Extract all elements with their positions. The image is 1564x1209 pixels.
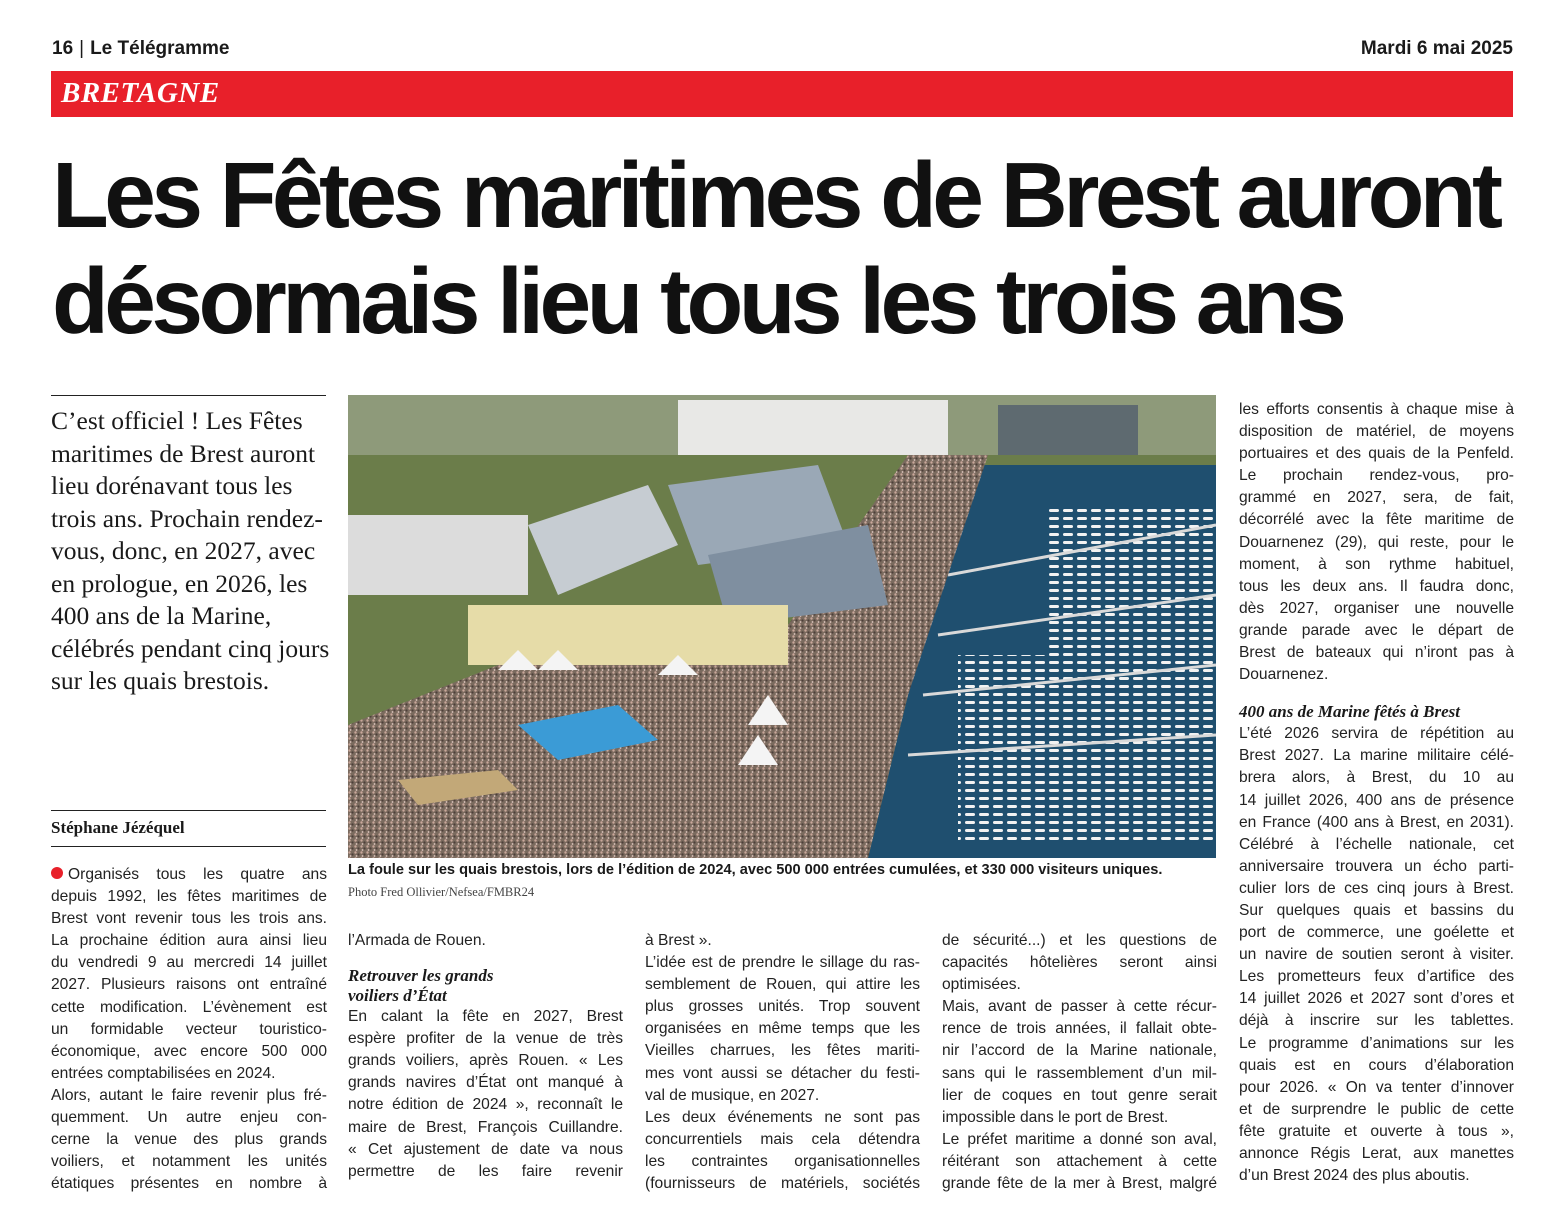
body-line: grammé en 2027, sera, de fait,: [1239, 489, 1514, 507]
body-line: La prochaine édition aura ainsi lieu: [51, 932, 327, 950]
body-line: les efforts consentis à chaque mise à: [1239, 401, 1514, 418]
body-line: val de musique, en 2027.: [645, 1086, 820, 1104]
body-line: Célébré à l’échelle nationale, cet: [1239, 835, 1514, 853]
body-line: tous les deux ans. Il faudra donc,: [1239, 577, 1514, 595]
intertitle-line: Retrouver les grands: [348, 966, 494, 986]
body-column-5: [1239, 399, 1514, 1187]
body-line: capacités hôtelières seront ainsi: [942, 954, 1217, 972]
section-label: BRETAGNE: [61, 77, 220, 109]
intertitle-400-ans: 400 ans de Marine fêtés à Brest: [1239, 702, 1460, 722]
body-line: décorrélé avec la fête maritime de: [1239, 511, 1514, 529]
body-line: permettre de les faire revenir: [348, 1162, 623, 1180]
headline: [52, 142, 1522, 354]
body-line: espère profiter de la venue de très: [348, 1030, 623, 1048]
body-column-3: [645, 930, 920, 1195]
body-line: organisées en même temps que les: [645, 1020, 920, 1038]
body-line: plus grosses unités. Trop souvent: [645, 998, 920, 1016]
body-line: Le préfet maritime a donné son aval,: [942, 1130, 1217, 1148]
body-line: l’Armada de Rouen.: [348, 932, 486, 949]
body-line: Brest vont revenir tous les trois ans.: [51, 910, 327, 928]
body-column-1: [51, 864, 327, 1195]
body-line: impossible dans le port de Brest.: [942, 1108, 1169, 1126]
body-line: les contraintes organisationnelles: [645, 1152, 920, 1170]
body-line: port de commerce, une goélette et: [1239, 924, 1514, 942]
body-line: disposition de matériel, de moyens: [1239, 423, 1514, 441]
body-line: Les prometteurs feux d’artifice des: [1239, 968, 1514, 986]
body-column-2: [348, 930, 623, 1183]
body-line: Douarnenez.: [1239, 666, 1329, 684]
body-line: grands voiliers, après Rouen. « Les: [348, 1052, 623, 1070]
body-line: à Brest ».: [645, 932, 712, 949]
body-line: Les deux événements ne sont pas: [645, 1108, 920, 1126]
body-line: notre édition de 2024 », reconnaît le: [348, 1096, 623, 1114]
body-line: portuaires et des quais de la Penfeld.: [1239, 445, 1514, 463]
folio: [52, 38, 229, 60]
body-line: L’idée est de prendre le sillage du ras-: [645, 954, 920, 972]
body-line: quemment. Un autre enjeu con-: [51, 1109, 327, 1127]
page-number: 16: [52, 38, 74, 59]
body-line: 14 juillet 2026, 400 ans de présence: [1239, 791, 1514, 809]
body-line: depuis 1992, les fêtes maritimes de: [51, 888, 327, 906]
headline-line-1: Les Fêtes maritimes de Brest auront: [52, 143, 1499, 247]
body-line: Brest de bateaux qui n’iront pas à: [1239, 644, 1514, 662]
body-line: Brest 2027. La marine militaire célé-: [1239, 747, 1514, 765]
bullet-dot-icon: [51, 867, 63, 879]
body-line: étatiques présentes en nombre à: [51, 1175, 327, 1193]
body-line: maire de Brest, François Cuillandre.: [348, 1118, 623, 1136]
body-line: 2027. Plusieurs raisons ont entraîné: [51, 976, 327, 994]
intertitle-grands-voiliers: [348, 966, 623, 1006]
body-line: rence de trois années, il fallait obte-: [942, 1020, 1217, 1038]
publication-name: Le Télégramme: [90, 38, 230, 59]
body-line: anniversaire trouvera un écho parti-: [1239, 857, 1514, 875]
byline-bottom-rule: [51, 846, 326, 847]
body-line: culier lors de ces cinq jours à Brest.: [1239, 879, 1514, 897]
page-header: [52, 38, 1513, 64]
body-line: mes vont aussi se détacher du festi-: [645, 1064, 920, 1082]
body-line: pour 2026. « On va tenter d’innover: [1239, 1078, 1514, 1096]
body-line: déjà à inscrire sur les tablettes.: [1239, 1012, 1514, 1030]
body-line: En calant la fête en 2027, Brest: [348, 1008, 623, 1026]
body-line: dès 2027, organiser une nouvelle: [1239, 599, 1514, 617]
body-line: Vieilles charrues, les fêtes mariti-: [645, 1042, 920, 1060]
body-line: économique, avec encore 500 000: [51, 1042, 327, 1060]
body-line: réitérant son attachement à cette: [942, 1152, 1217, 1170]
body-line: Mais, avant de passer à cette récur-: [942, 998, 1217, 1016]
body-line: lier de coques en tout genre serait: [942, 1086, 1217, 1104]
folio-separator: |: [79, 38, 85, 59]
body-line: Sur quelques quais et bassins du: [1239, 901, 1514, 919]
body-line: cette modification. L’évènement est: [51, 998, 327, 1016]
body-line: sans qui le rassemblement d’un mil-: [942, 1064, 1217, 1082]
photo-credit: Photo Fred Ollivier/Nefsea/FMBR24: [348, 885, 535, 899]
issue-date: Mardi 6 mai 2025: [1360, 38, 1513, 59]
building-top: [678, 400, 948, 455]
body-line: en France (400 ans à Brest, en 2031).: [1239, 813, 1514, 831]
body-column-4: [942, 930, 1217, 1195]
body-line: moment, à son rythme habituel,: [1239, 555, 1514, 573]
body-line: grande parade avec le départ de: [1239, 621, 1514, 639]
body-line: un navire de soutien seront à visiter.: [1239, 946, 1514, 964]
body-line: 14 juillet 2026 et 2027 sont d’ores et: [1239, 990, 1514, 1008]
body-line: brera alors, à Brest, du 10 au: [1239, 769, 1514, 787]
body-line: Le programme d’animations sur les: [1239, 1034, 1514, 1052]
body-line: L’été 2026 servira de répétition au: [1239, 725, 1514, 743]
chapo-rule: [51, 395, 326, 396]
body-line: [51, 864, 327, 886]
body-line: optimisées.: [942, 976, 1021, 994]
body-line: concurrentiels mais cela détendra: [645, 1130, 920, 1148]
body-line: et de surprendre le public de cette: [1239, 1100, 1514, 1118]
body-line: d’un Brest 2024 des plus aboutis.: [1239, 1167, 1470, 1185]
body-line: semblement de Rouen, qui attire les: [645, 976, 920, 994]
body-line: « Cet ajustement de date va nous: [348, 1140, 623, 1158]
body-line: entrées comptabilisées en 2024.: [51, 1064, 276, 1082]
article-photo: [348, 395, 1216, 858]
body-line: grande fête de la mer à Brest, malgré: [942, 1175, 1217, 1193]
body-line: fête gratuite et ouverte à tous »,: [1239, 1122, 1514, 1140]
body-line: nir l’accord de la Marine nationale,: [942, 1042, 1217, 1060]
body-line: Douarnenez (29), qui reste, pour le: [1239, 533, 1514, 551]
body-line: annonce Régis Lerat, aux manettes: [1239, 1145, 1514, 1162]
byline: Stéphane Jézéquel: [51, 818, 185, 837]
body-line: voiliers, et notamment les unités: [51, 1153, 327, 1171]
byline-top-rule: [51, 810, 326, 811]
intertitle-line: voiliers d’État: [348, 986, 447, 1006]
body-line: du vendredi 9 au mercredi 14 juillet: [51, 954, 327, 972]
body-line: quais est en cours d’élaboration: [1239, 1056, 1514, 1074]
body-line: Le prochain rendez-vous, pro-: [1239, 467, 1514, 485]
photo-caption: La foule sur les quais brestois, lors de l’édition de 2024, avec 500 000 entrées cumulées, et 330 000 visiteurs uniques.: [348, 862, 1163, 878]
body-line: un formidable vecteur touristico-: [51, 1020, 327, 1038]
section-banner: [51, 71, 1513, 117]
body-line: Alors, autant le faire revenir plus fré-: [51, 1086, 327, 1104]
aerial-port-illustration: [348, 395, 1216, 858]
body-text: Organisés tous les quatre ans: [68, 866, 327, 883]
chapo: C’est officiel ! Les Fêtes maritimes de Brest auront lieu dorénavant tous les trois ans. Prochain rendez-vous, donc, en 2027, avec en prologue, en 2026, les 400 ans de la Marine, célébrés pendant cinq jours sur les quais brestois.: [51, 406, 330, 695]
body-line: cerne la venue des plus grands: [51, 1131, 327, 1149]
body-line: de sécurité...) et les questions de: [942, 932, 1217, 949]
headline-line-2: désormais lieu tous les trois ans: [52, 249, 1343, 353]
body-line: grands navires d’État ont manqué à: [348, 1074, 623, 1092]
body-line: (fournisseurs de matériels, sociétés: [645, 1175, 920, 1193]
